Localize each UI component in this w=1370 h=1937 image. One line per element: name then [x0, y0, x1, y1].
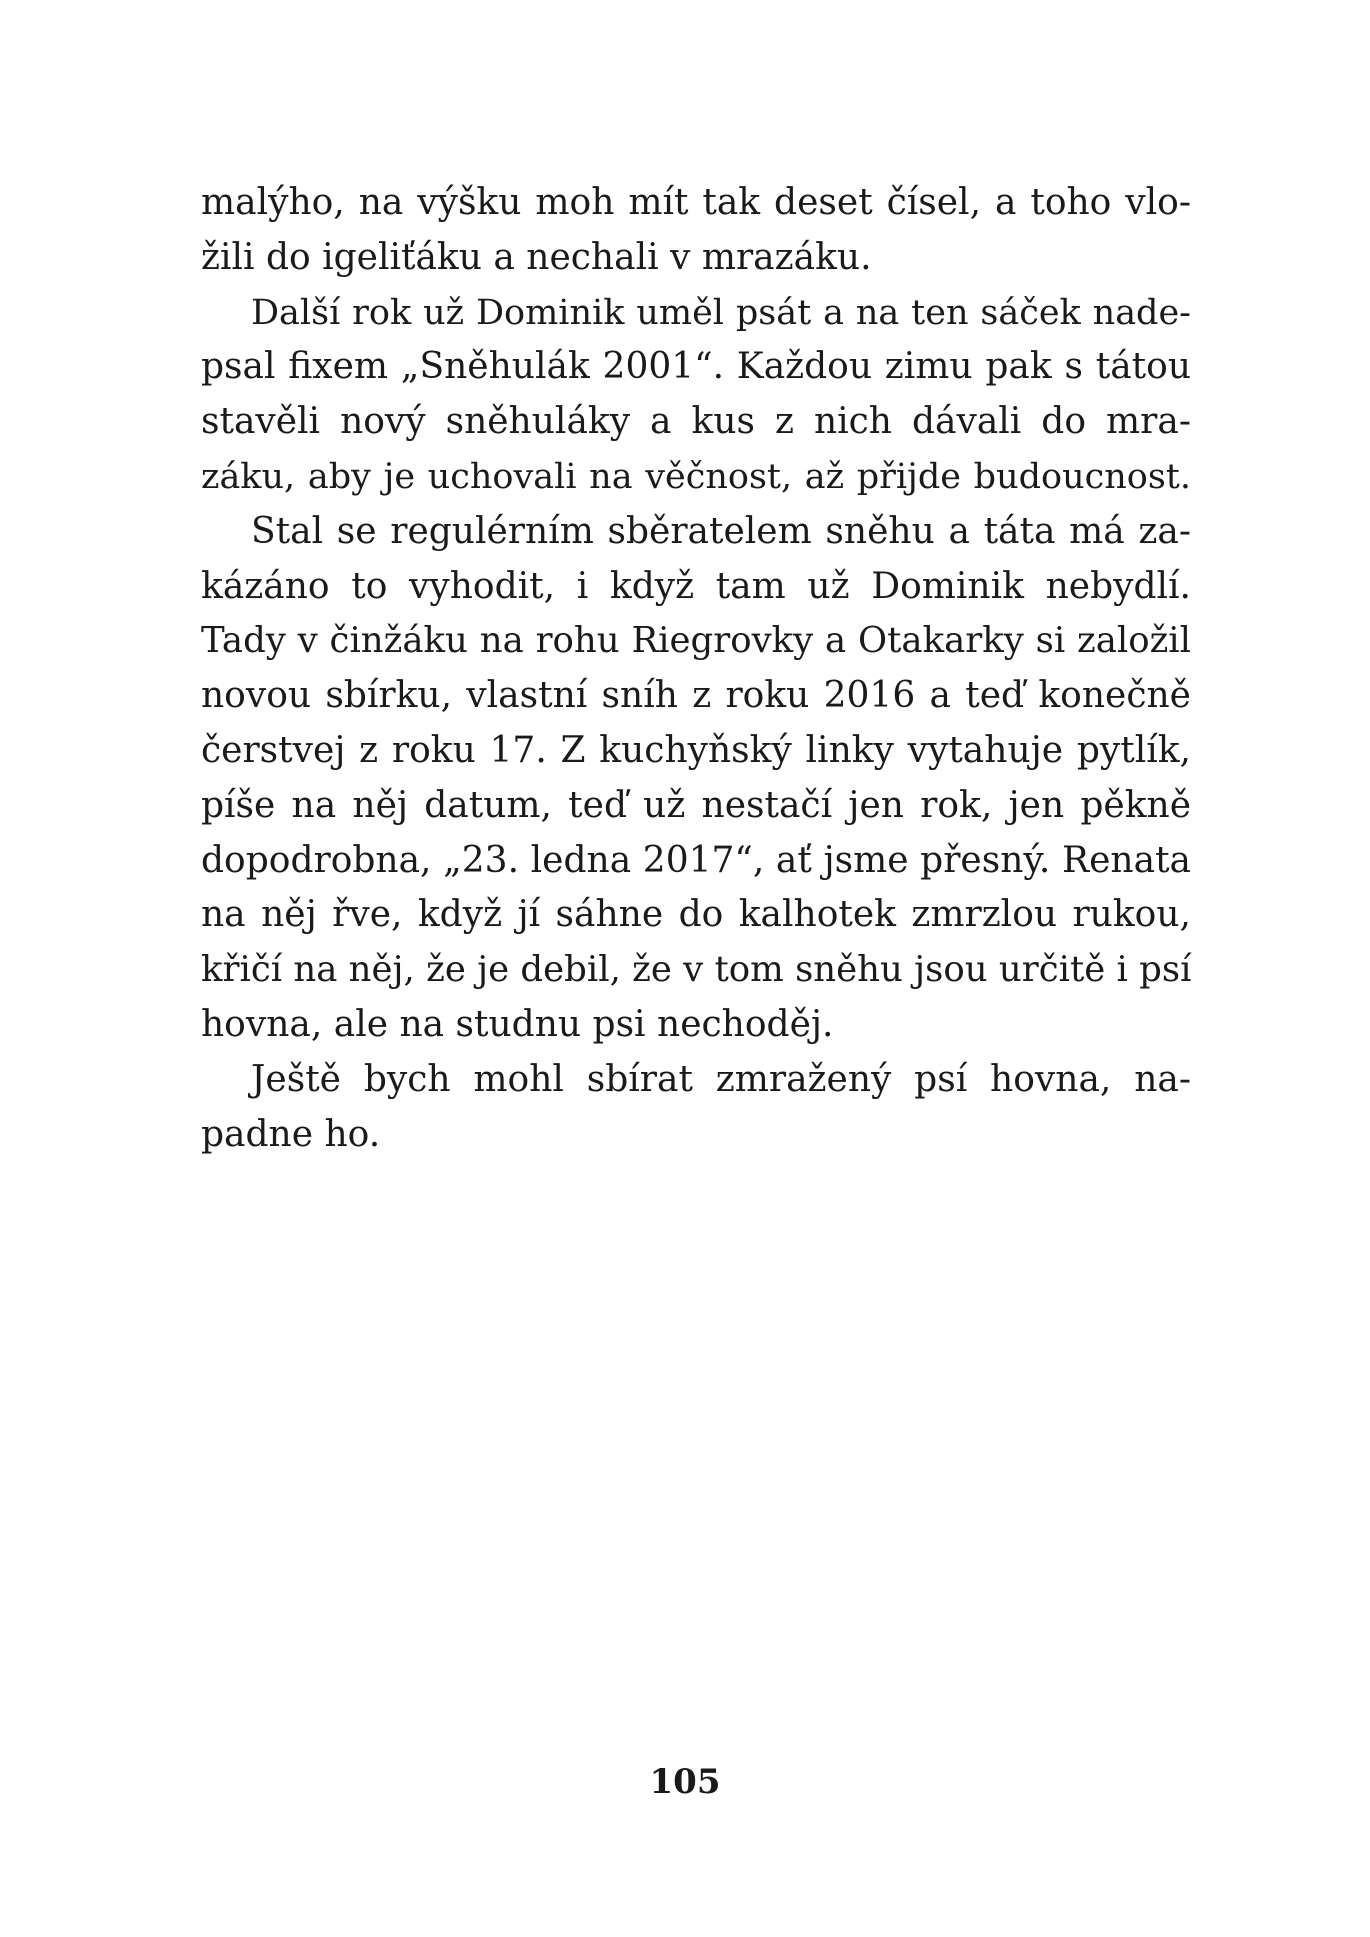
text-line: Další rok už Dominik uměl psát a na ten sáček nade- [251, 292, 1191, 333]
text-line: psal fixem „Sněhulák 2001“. Každou zimu pak s tátou [201, 346, 1191, 388]
text-line: Stal se regulérním sběratelem sněhu a táta má za- [251, 510, 1191, 552]
text-line: čerstvej z roku 17. Z kuchyňský linky vytahuje pytlík, [201, 729, 1191, 771]
text-line: na něj řve, když jí sáhne do kalhotek zmrzlou rukou, [201, 894, 1191, 936]
text-line: hovna, ale na studnu psi nechoděj. [201, 1003, 834, 1045]
text-line: novou sbírku, vlastní sníh z roku 2016 a teď konečně [201, 675, 1191, 717]
text-line: Ještě bych mohl sbírat zmražený psí hovna, na- [251, 1058, 1191, 1100]
text-line: stavěli nový sněhuláky a kus z nich dávali do mra- [201, 401, 1191, 443]
text-line: malýho, na výšku moh mít tak deset čísel, a toho vlo- [201, 182, 1191, 223]
text-line: záku, aby je uchovali na věčnost, až přijde budoucnost. [201, 456, 1191, 497]
text-line: píše na něj datum, teď už nestačí jen rok, jen pěkně [201, 784, 1191, 826]
text-line: Tady v činžáku na rohu Riegrovky a Otakarky si založil [201, 620, 1191, 662]
text-line: křičí na něj, že je debil, že v tom sněhu jsou určitě i psí [201, 949, 1192, 991]
body-text [201, 176, 1191, 1162]
page-number: 105 [649, 1762, 721, 1802]
text-line: kázáno to vyhodit, i když tam už Dominik nebydlí. [201, 565, 1191, 607]
text-line: žili do igeliťáku a nechali v mrazáku. [201, 236, 872, 278]
text-line: padne ho. [201, 1113, 381, 1155]
text-line: dopodrobna, „23. ledna 2017“, ať jsme přesný. Renata [201, 839, 1191, 881]
